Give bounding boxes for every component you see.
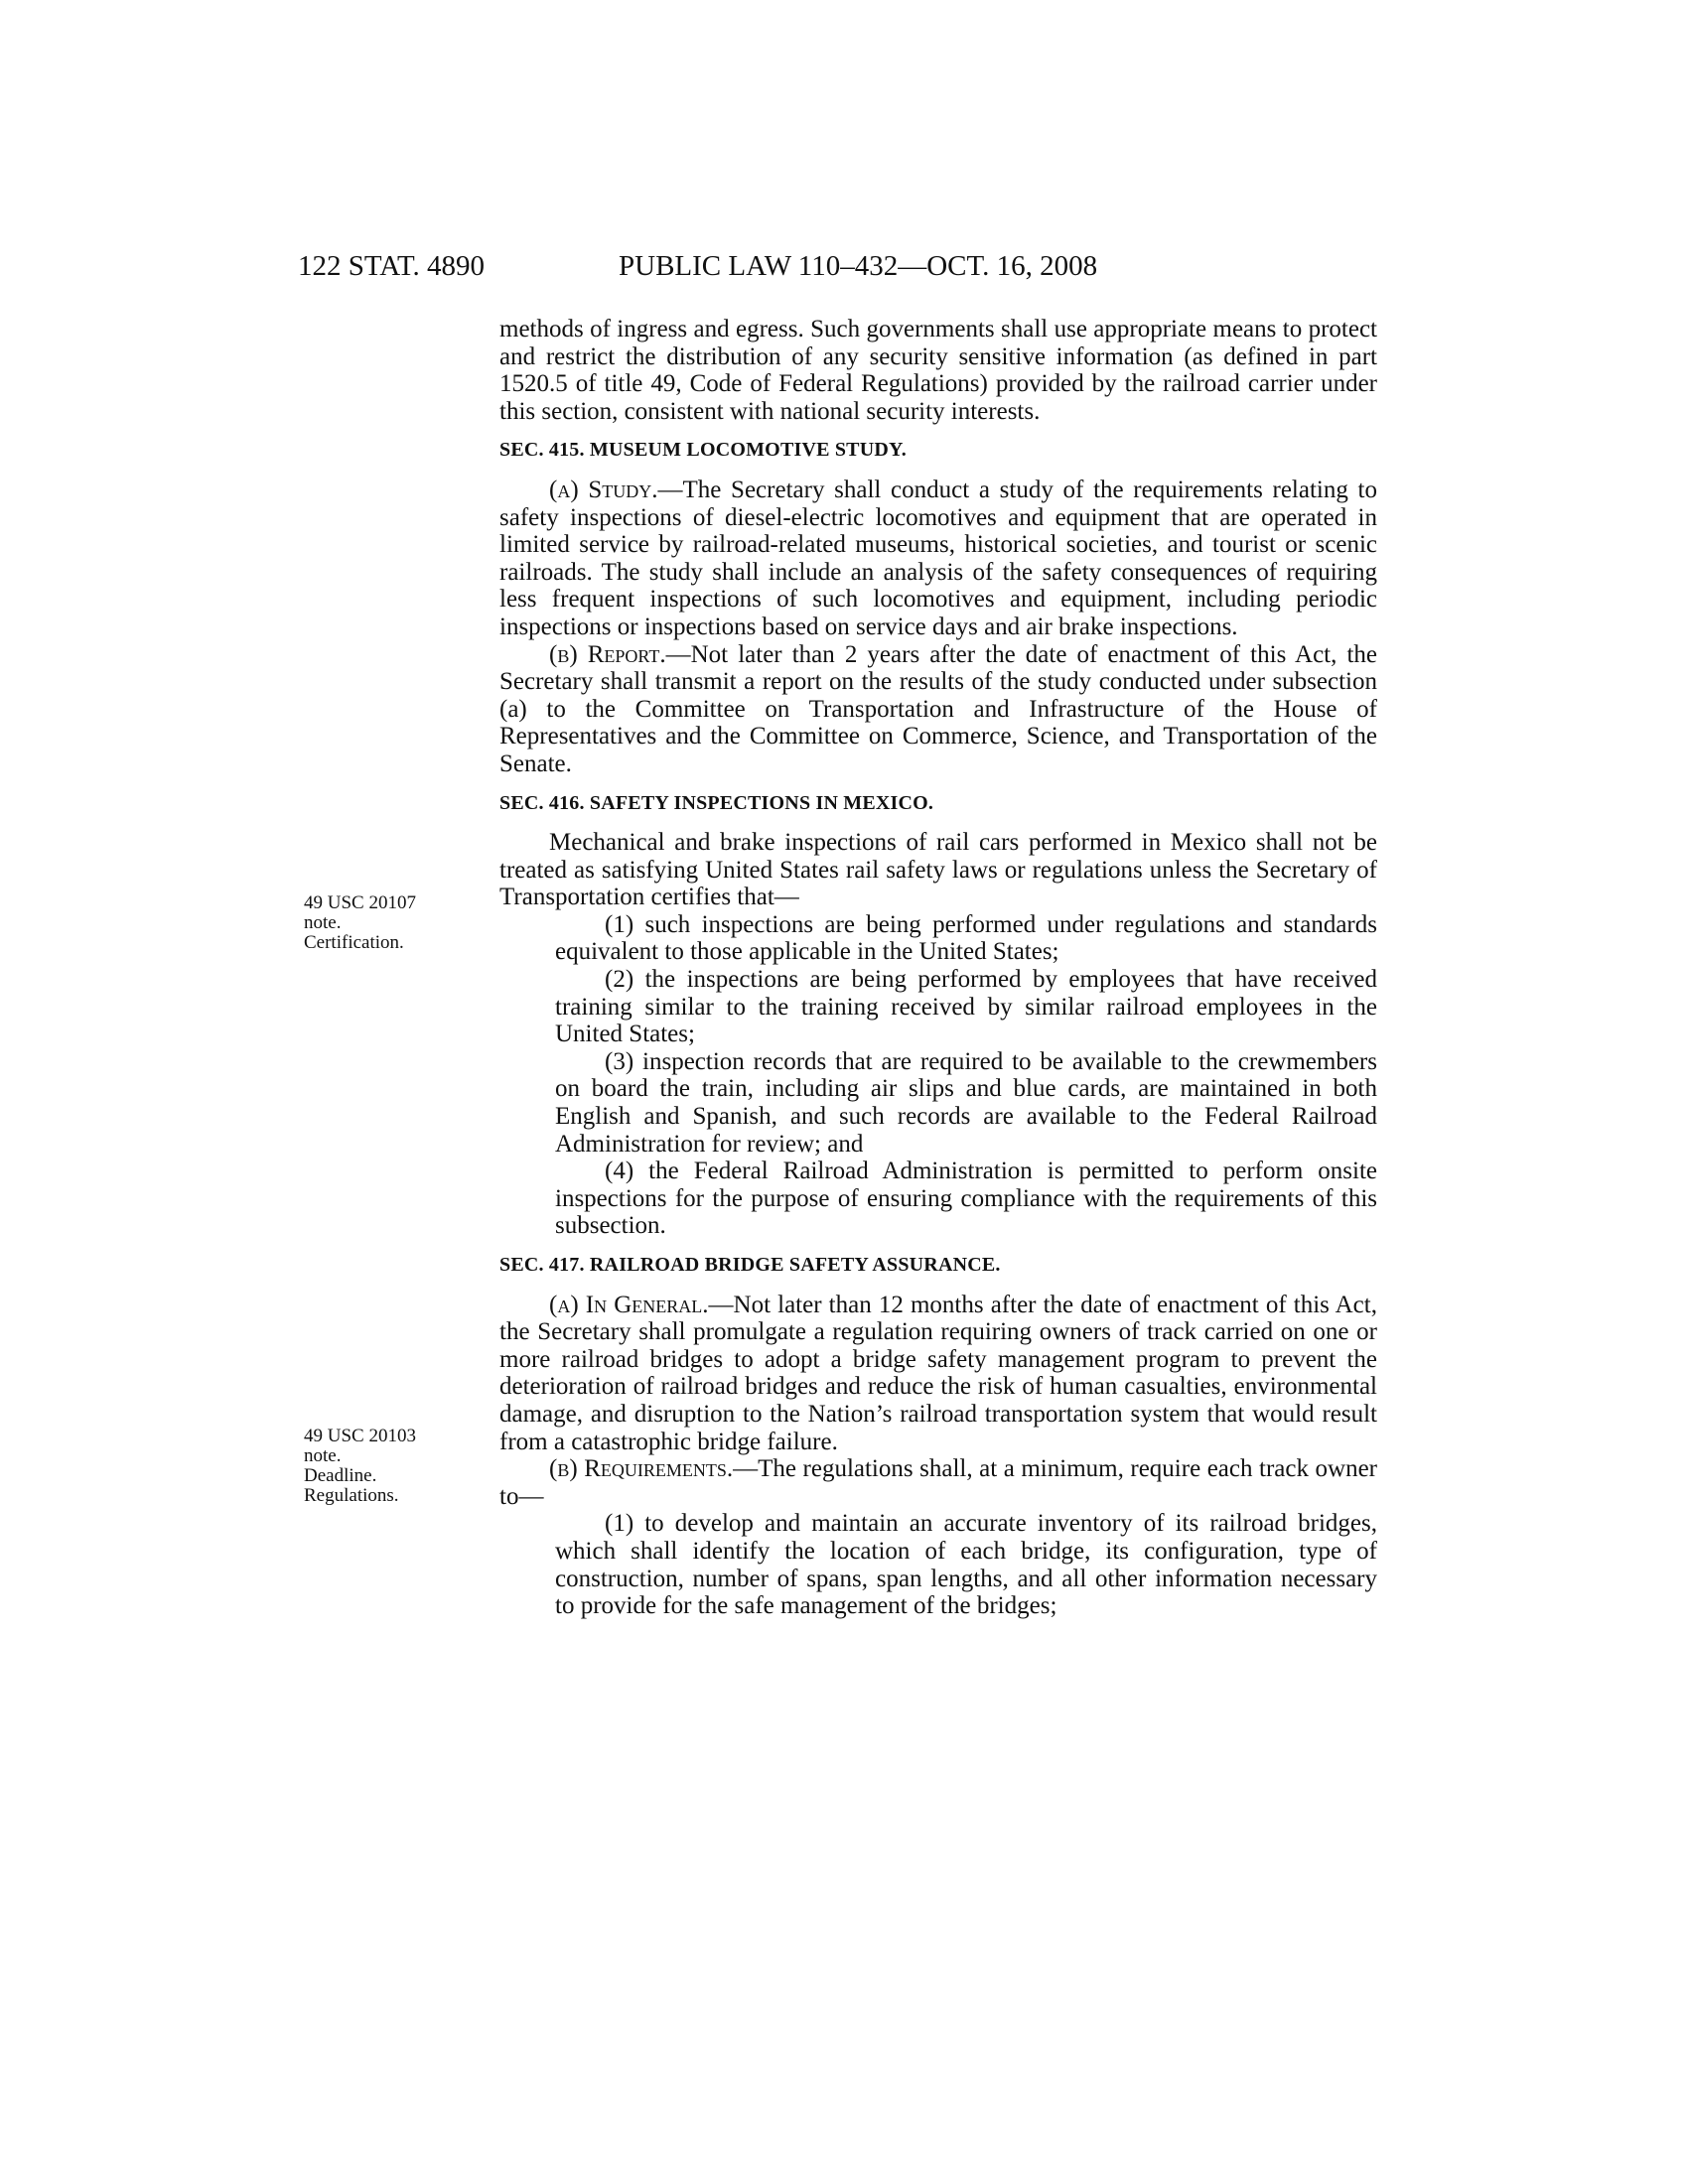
- subsection-text: —Not later than 2 years after the date of enactment of this Act, the Secretary shall transmit a report on the results of the study conducted under subsection (a) to the Committee on Transportation and Infrastructure of the House of Representatives and the Committee on Commerce, Science, and Transportation of the Senate.: [499, 640, 1377, 777]
- paragraph-416-intro: Mechanical and brake inspections of rail cars performed in Mexico shall not be treated as satisfying United States rail safety laws or regulations unless the Secretary of Transportation certifies that—: [499, 829, 1377, 911]
- page-number: 122 STAT. 4890: [298, 250, 486, 282]
- section-heading-417: SEC. 417. RAILROAD BRIDGE SAFETY ASSURANCE.: [499, 1254, 1001, 1276]
- margin-note-line: Certification.: [304, 932, 404, 953]
- paragraph-415b: [499, 641, 1377, 778]
- list-item: (3) inspection records that are required to be available to the crewmembers on board the train, including air slips and blue cards, are maintained in both English and Spanish, and such records are available to the Federal Railroad Administration for review; and: [555, 1047, 1377, 1158]
- intro-paragraph: methods of ingress and egress. Such governments shall use appropriate means to protect and restrict the distribution of any security sensitive information (as defined in part 1520.5 of title 49, Code of Federal Regulations) provided by the railroad carrier under this section, consistent with national security interests.: [499, 316, 1377, 425]
- paragraph-417b: [499, 1455, 1377, 1510]
- list-item: (4) the Federal Railroad Administration is permitted to perform onsite inspections for the purpose of ensuring compliance with the requirements of this subsection.: [555, 1158, 1377, 1240]
- subsection-text: —The regulations shall, at a minimum, require each track owner to—: [499, 1455, 1377, 1510]
- subsection-label: (b) Requirements.: [549, 1455, 734, 1483]
- margin-note-sec416: [304, 893, 463, 953]
- margin-note-sec417: [304, 1427, 463, 1506]
- section-heading-415: SEC. 415. MUSEUM LOCOMOTIVE STUDY.: [499, 439, 908, 462]
- paragraph-417a: [499, 1292, 1377, 1456]
- margin-note-line: 49 USC 20107: [304, 892, 416, 913]
- running-head: [298, 250, 1291, 290]
- subsection-label: (b) Report.: [549, 640, 666, 668]
- list-item: (1) such inspections are being performed under regulations and standards equivalent to those applicable in the United States;: [555, 910, 1377, 966]
- margin-note-line: note.: [304, 912, 342, 933]
- subsection-label: (a) Study.: [549, 476, 658, 503]
- law-title: PUBLIC LAW 110–432—OCT. 16, 2008: [619, 250, 1098, 282]
- margin-note-line: 49 USC 20103: [304, 1426, 416, 1446]
- list-item: (1) to develop and maintain an accurate inventory of its railroad bridges, which shall identify the location of each bridge, its configuration, type of construction, number of spans, span lengths, and all other information necessary to provide for the safe management of the bridges;: [555, 1510, 1377, 1620]
- subsection-text: —The Secretary shall conduct a study of the requirements relating to safety inspections of diesel-electric locomotives and equipment that are operated in limited service by railroad-related museums, historical societies, and tourist or scenic railroads. The study shall include an analysis of the safety consequences of requiring less frequent inspections of such locomotives and equipment, including periodic inspections or inspections based on service days and air brake inspections.: [499, 476, 1377, 640]
- subsection-label: (a) In General.: [549, 1291, 709, 1318]
- margin-note-line: Regulations.: [304, 1485, 399, 1506]
- section-heading-416: SEC. 416. SAFETY INSPECTIONS IN MEXICO.: [499, 791, 934, 814]
- list-item: (2) the inspections are being performed by employees that have received training similar to the training received by similar railroad employees in the United States;: [555, 966, 1377, 1048]
- document-body: [499, 316, 1377, 1620]
- margin-note-line: note.: [304, 1445, 342, 1466]
- paragraph-415a: [499, 477, 1377, 641]
- subsection-text: —Not later than 12 months after the date of enactment of this Act, the Secretary shall promulgate a regulation requiring owners of track carried on one or more railroad bridges to adopt a bridge safety management program to prevent the deterioration of railroad bridges and reduce the risk of human casualties, environmental damage, and disruption to the Nation’s railroad transportation system that would result from a catastrophic bridge failure.: [499, 1291, 1377, 1455]
- margin-note-line: Deadline.: [304, 1465, 377, 1486]
